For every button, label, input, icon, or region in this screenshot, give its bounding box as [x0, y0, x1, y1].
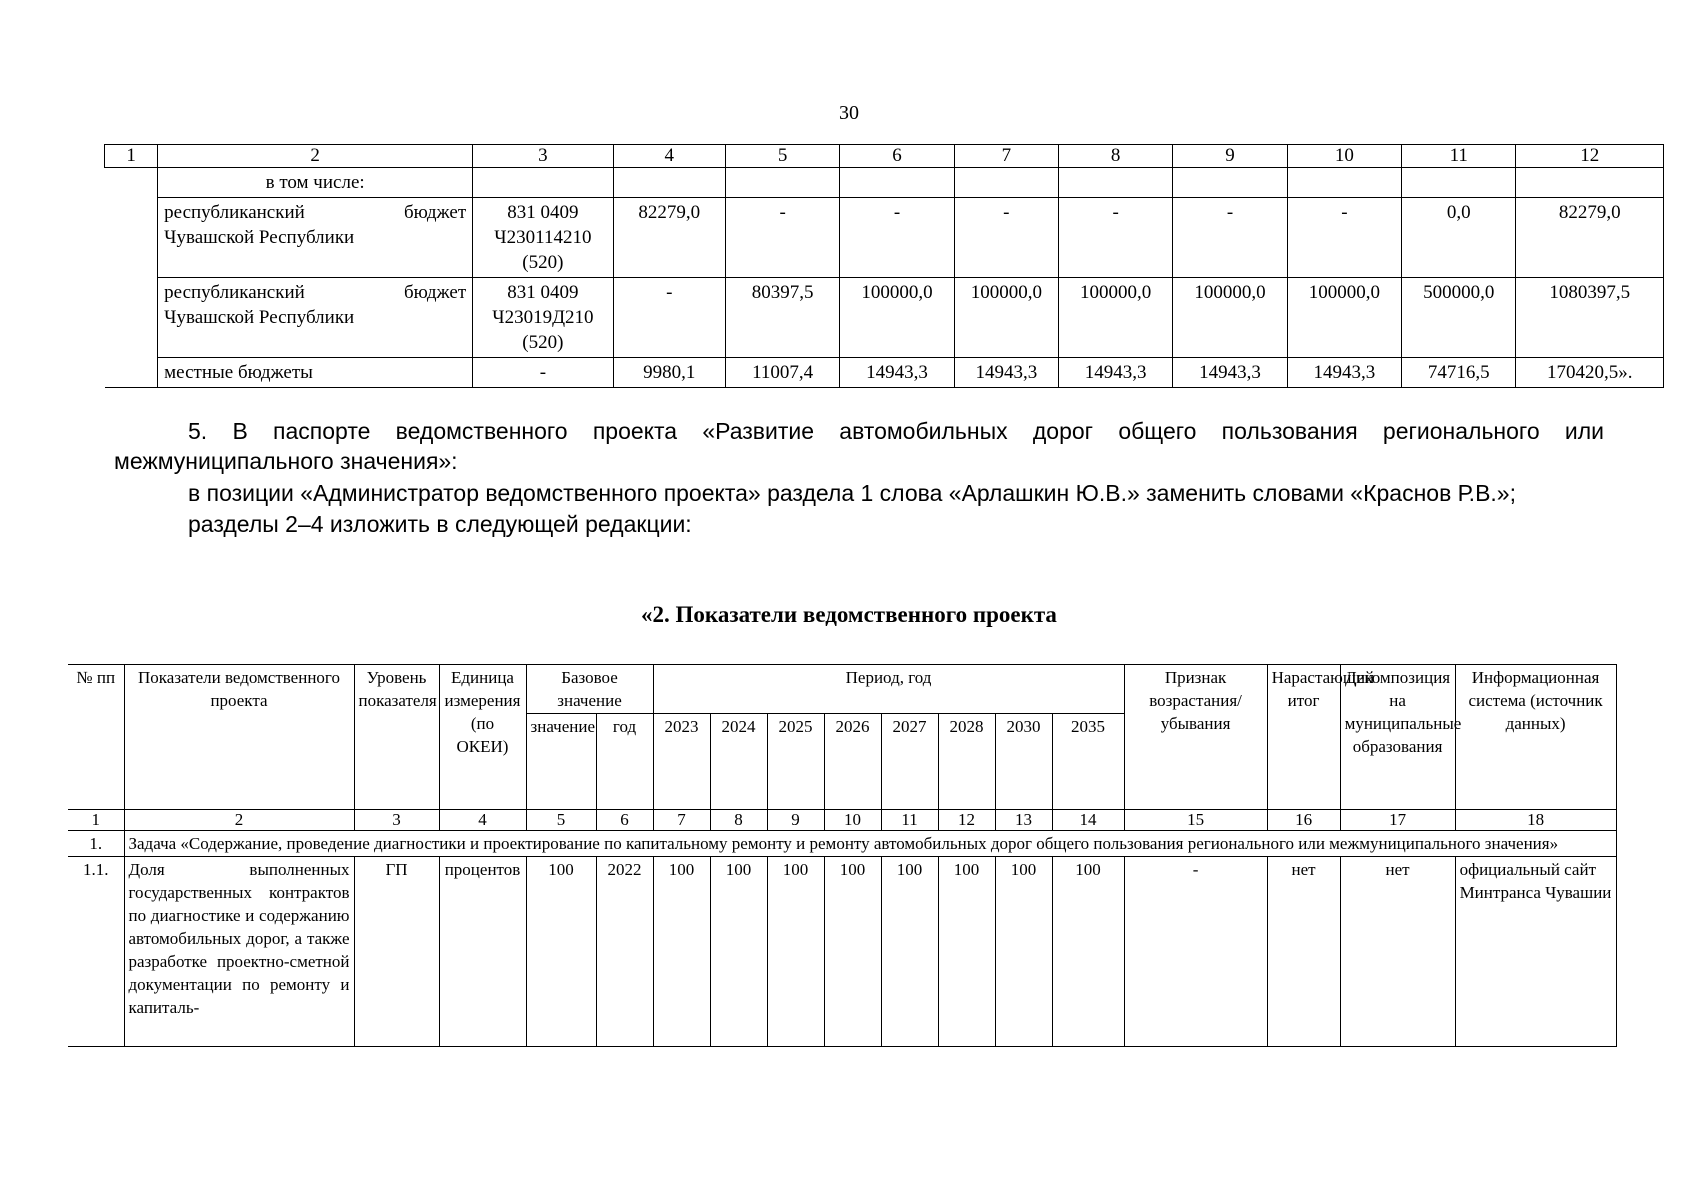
column-number: 10	[824, 810, 881, 831]
column-number: 14	[1052, 810, 1124, 831]
budget-value: 14943,3	[840, 358, 954, 388]
column-number: 18	[1455, 810, 1616, 831]
column-number: 2	[124, 810, 354, 831]
col-number: 11	[1402, 145, 1516, 168]
header-year: 2023	[653, 714, 710, 810]
indicator-number: 1.1.	[68, 857, 124, 1047]
budget-value: 100000,0	[1287, 278, 1401, 358]
budget-value: 82279,0	[1516, 198, 1664, 278]
header-decomposition: Декомпозиция на муниципальные образования	[1340, 665, 1455, 810]
budget-header-row	[105, 145, 1664, 168]
including-row	[105, 168, 1664, 198]
col-number: 6	[840, 145, 954, 168]
budget-value: 100000,0	[840, 278, 954, 358]
budget-code: 831 0409 Ч23019Д210 (520)	[473, 278, 613, 358]
header-base-value: значение	[526, 714, 596, 810]
header-cumulative: Нарастающий итог	[1267, 665, 1340, 810]
budget-source-name: республиканский бюджет Чувашской Республики	[158, 198, 473, 278]
amendment-paragraph: в позиции «Администратор ведомственного проекта» раздела 1 слова «Арлашкин Ю.В.» заменить словами «Краснов Р.В.»;	[188, 480, 1516, 506]
col-number: 10	[1287, 145, 1401, 168]
header-indicator: Показатели ведомственного проекта	[124, 665, 354, 810]
budget-value: -	[840, 198, 954, 278]
header-period: Период, год	[653, 665, 1124, 714]
column-number: 3	[354, 810, 439, 831]
budget-value: 74716,5	[1402, 358, 1516, 388]
budget-value: -	[1059, 198, 1173, 278]
header-year: 2026	[824, 714, 881, 810]
header-unit: Единица измерения (по ОКЕИ)	[439, 665, 526, 810]
budget-value: 100000,0	[1059, 278, 1173, 358]
column-number: 9	[767, 810, 824, 831]
indicator-info-system: официальный сайт Минтранса Чувашии	[1455, 857, 1616, 1047]
amendment-paragraph: разделы 2–4 изложить в следующей редакции:	[188, 511, 692, 537]
header-info-system: Информационная система (источник данных)	[1455, 665, 1616, 810]
header-year: 2035	[1052, 714, 1124, 810]
indicator-level: ГП	[354, 857, 439, 1047]
indicator-year-value: 100	[653, 857, 710, 1047]
column-number: 7	[653, 810, 710, 831]
column-number: 17	[1340, 810, 1455, 831]
column-number: 8	[710, 810, 767, 831]
budget-value: 1080397,5	[1516, 278, 1664, 358]
task-row	[68, 831, 1616, 857]
indicator-year-value: 100	[995, 857, 1052, 1047]
header-base: Базовое значение	[526, 665, 653, 714]
budget-value: 0,0	[1402, 198, 1516, 278]
column-number: 13	[995, 810, 1052, 831]
budget-row	[105, 278, 1664, 358]
column-number-row	[68, 810, 1616, 831]
header-number: № пп	[68, 665, 124, 810]
column-number: 6	[596, 810, 653, 831]
header-year: 2027	[881, 714, 938, 810]
budget-value: 100000,0	[1173, 278, 1287, 358]
amendment-paragraph: 5. В паспорте ведомственного проекта «Развитие автомобильных дорог общего пользования регионального или межмуниципального значения»:	[114, 418, 1604, 474]
indicator-row	[68, 857, 1616, 1047]
budget-value: 170420,5».	[1516, 358, 1664, 388]
budget-value: -	[613, 278, 725, 358]
col-number: 2	[158, 145, 473, 168]
header-year: 2030	[995, 714, 1052, 810]
task-number: 1.	[68, 831, 124, 857]
budget-value: -	[1173, 198, 1287, 278]
indicator-year-value: 100	[1052, 857, 1124, 1047]
section-title: «2. Показатели ведомственного проекта	[641, 602, 1057, 627]
budget-table	[104, 144, 1664, 388]
column-number: 16	[1267, 810, 1340, 831]
budget-code: -	[473, 358, 613, 388]
indicator-unit: процентов	[439, 857, 526, 1047]
header-level: Уровень показателя	[354, 665, 439, 810]
budget-row	[105, 358, 1664, 388]
indicator-year-value: 100	[938, 857, 995, 1047]
budget-value: 11007,4	[725, 358, 839, 388]
header-trend: Признак возрастания/убывания	[1124, 665, 1267, 810]
indicator-year-value: 100	[881, 857, 938, 1047]
task-text: Задача «Содержание, проведение диагностики и проектирование по капитальному ремонту и ремонту автомобильных дорог общего пользования регионального или межмуниципального значения»	[124, 831, 1616, 857]
budget-value: 14943,3	[954, 358, 1058, 388]
indicator-year-value: 100	[767, 857, 824, 1047]
col-number: 5	[725, 145, 839, 168]
indicator-base-value: 100	[526, 857, 596, 1047]
budget-value: 500000,0	[1402, 278, 1516, 358]
header-row	[68, 665, 1616, 714]
column-number: 1	[68, 810, 124, 831]
column-number: 12	[938, 810, 995, 831]
col-number: 7	[954, 145, 1058, 168]
budget-value: -	[1287, 198, 1401, 278]
header-year: 2025	[767, 714, 824, 810]
indicator-base-year: 2022	[596, 857, 653, 1047]
col-number: 12	[1516, 145, 1664, 168]
header-year: 2028	[938, 714, 995, 810]
col-number: 3	[473, 145, 613, 168]
budget-value: 14943,3	[1173, 358, 1287, 388]
column-number: 15	[1124, 810, 1267, 831]
indicator-year-value: 100	[824, 857, 881, 1047]
header-year: 2024	[710, 714, 767, 810]
budget-value: -	[725, 198, 839, 278]
column-number: 11	[881, 810, 938, 831]
budget-code: 831 0409 Ч230114210 (520)	[473, 198, 613, 278]
including-label: в том числе:	[158, 168, 473, 198]
budget-value: 82279,0	[613, 198, 725, 278]
budget-value: 14943,3	[1059, 358, 1173, 388]
column-number: 4	[439, 810, 526, 831]
col-number: 8	[1059, 145, 1173, 168]
budget-source-name: республиканский бюджет Чувашской Республики	[158, 278, 473, 358]
indicator-cumulative: нет	[1267, 857, 1340, 1047]
budget-source-name: местные бюджеты	[158, 358, 473, 388]
indicator-year-value: 100	[710, 857, 767, 1047]
indicators-table	[68, 664, 1617, 1047]
col-number: 9	[1173, 145, 1287, 168]
indicator-name: Доля выполненных государственных контрактов по диагностике и содержанию автомобильных дорог, а также разработке проектно-сметной документации по ремонту и капиталь-	[124, 857, 354, 1047]
indicator-trend: -	[1124, 857, 1267, 1047]
page-number: 30	[839, 102, 859, 124]
budget-value: 80397,5	[725, 278, 839, 358]
column-number: 5	[526, 810, 596, 831]
budget-value: -	[954, 198, 1058, 278]
budget-value: 9980,1	[613, 358, 725, 388]
col-number: 1	[105, 145, 158, 168]
indicator-decomposition: нет	[1340, 857, 1455, 1047]
col-number: 4	[613, 145, 725, 168]
budget-value: 14943,3	[1287, 358, 1401, 388]
budget-value: 100000,0	[954, 278, 1058, 358]
budget-row	[105, 198, 1664, 278]
header-base-year: год	[596, 714, 653, 810]
